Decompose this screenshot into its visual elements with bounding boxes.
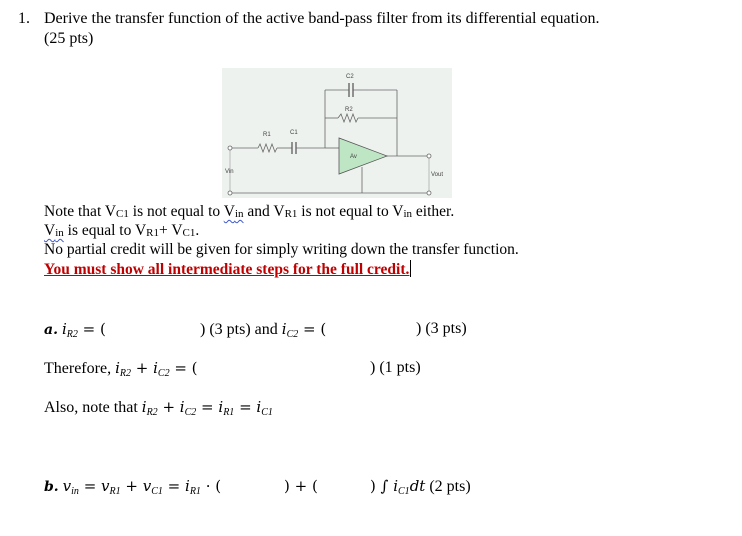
part-a-label: a. iR2 = ( [44,320,106,340]
vout-ground-terminal [427,191,431,195]
label-vout: Vout [431,172,444,178]
question-number: 1. [18,10,30,27]
also-line: Also, note that iR2 + iC2 = iR1 = iC1 [44,398,273,418]
band-pass-filter-circuit [222,68,452,198]
note-line-1: Note that VC1 is not equal to Vin and VR1 is not equal to Vin either. [44,203,455,220]
label-amp: Av [350,154,357,160]
question-text: Derive the transfer function of the active band-pass filter from its differential equation. [44,10,600,27]
vin-ground-terminal [228,191,232,195]
vout-terminal [427,154,431,158]
therefore-close: ) (1 pts) [370,359,421,376]
note-warning: You must show all intermediate steps for the full credit. [44,261,410,278]
part-b-end: ) ∫ iC1dt (2 pts) [370,477,471,497]
label-vin: Vin [225,169,234,175]
part-b-line: b. vin = vR1 + vC1 = iR1 · ( [44,477,222,497]
therefore-line: Therefore, iR2 + iC2 = ( [44,359,198,379]
part-a-rest: ) (3 pts) and iC2 = ( [200,320,327,340]
label-c1: C1 [290,130,298,136]
label-r2: R2 [345,107,353,113]
part-b-mid: ) + ( [284,477,318,495]
question-points: (25 pts) [44,30,94,47]
part-a-close: ) (3 pts) [416,320,467,337]
label-r1: R1 [263,132,271,138]
note-line-3: No partial credit will be given for simply writing down the transfer function. [44,241,519,258]
text-cursor [410,260,411,277]
vin-terminal [228,146,232,150]
label-c2: C2 [346,74,354,80]
note-line-2: Vin is equal to VR1+ VC1. [44,222,200,239]
